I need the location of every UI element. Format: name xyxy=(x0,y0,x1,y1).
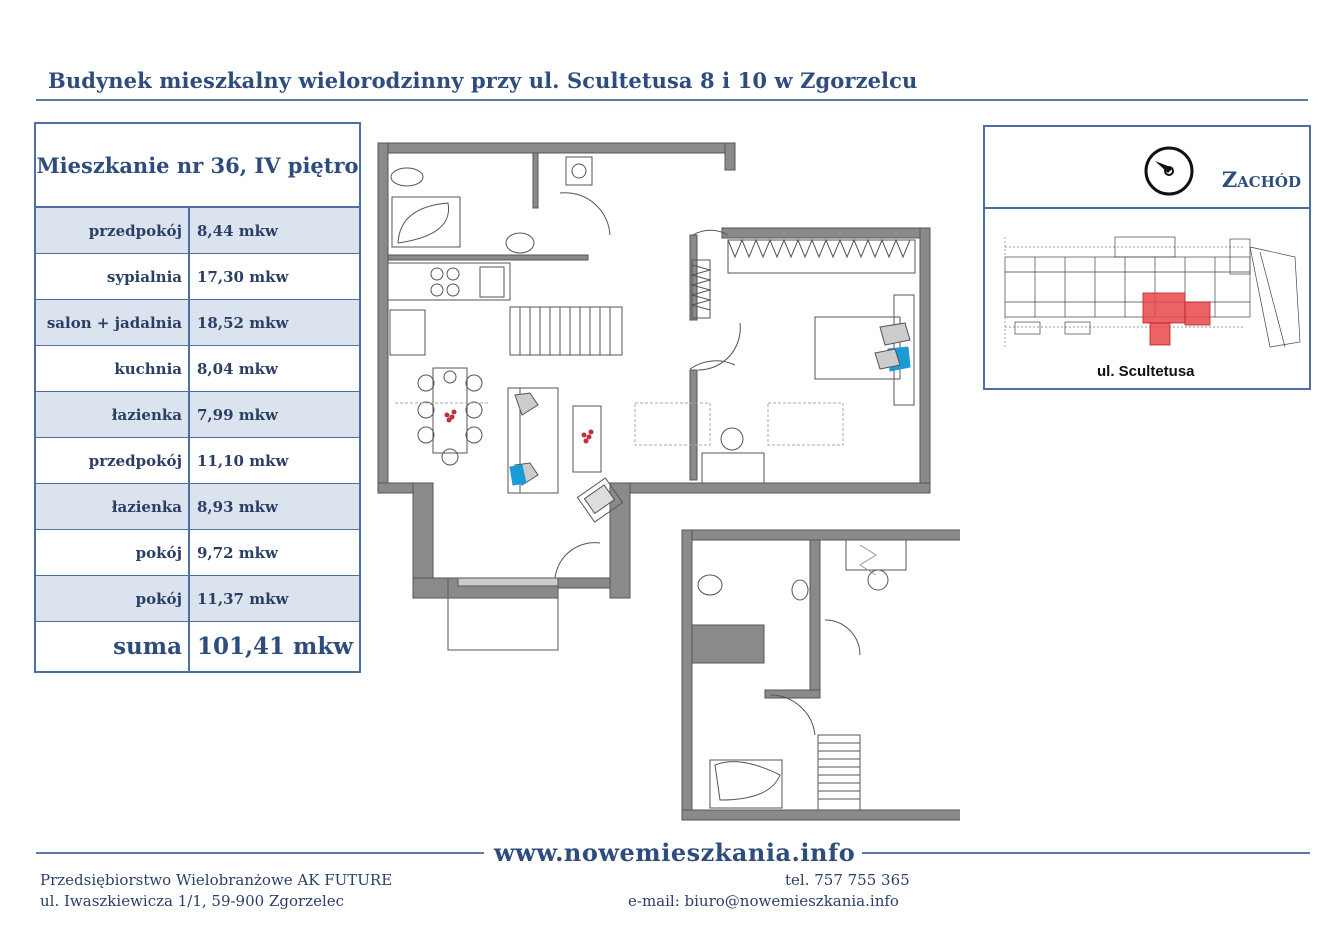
company-address: ul. Iwaszkiewicza 1/1, 59-900 Zgorzelec xyxy=(40,892,345,910)
location-map-box xyxy=(983,125,1311,390)
lower-floor-plan xyxy=(682,530,960,820)
room-name: przedpokój xyxy=(36,438,190,483)
area-row xyxy=(36,576,359,622)
area-row xyxy=(36,346,359,392)
room-name: salon + jadalnia xyxy=(36,300,190,345)
area-row xyxy=(36,300,359,346)
floor-plan xyxy=(370,135,960,825)
area-row xyxy=(36,530,359,576)
area-row xyxy=(36,438,359,484)
room-area: 17,30 mkw xyxy=(197,267,289,286)
area-row xyxy=(36,254,359,300)
area-sum-row xyxy=(36,622,359,671)
apartment-title: Mieszkanie nr 36, IV piętro xyxy=(36,124,359,208)
room-area: 11,37 mkw xyxy=(197,589,289,608)
room-name: pokój xyxy=(36,576,190,621)
company-name: Przedsiębiorstwo Wielobranżowe AK FUTURE xyxy=(40,871,393,889)
compass-icon xyxy=(1141,143,1197,199)
room-name: łazienka xyxy=(36,392,190,437)
phone: tel. 757 755 365 xyxy=(785,871,910,889)
area-table xyxy=(34,122,361,673)
sum-label: suma xyxy=(36,622,190,671)
page-title: Budynek mieszkalny wielorodzinny przy ul. Scultetusa 8 i 10 w Zgorzelcu xyxy=(48,68,918,93)
area-row xyxy=(36,208,359,254)
area-row xyxy=(36,392,359,438)
room-area: 8,04 mkw xyxy=(197,359,278,378)
room-area: 7,99 mkw xyxy=(197,405,278,424)
room-name: kuchnia xyxy=(36,346,190,391)
sum-value: 101,41 mkw xyxy=(197,633,354,660)
footer-divider-left xyxy=(36,852,484,854)
area-row xyxy=(36,484,359,530)
room-name: sypialnia xyxy=(36,254,190,299)
room-name: przedpokój xyxy=(36,208,190,253)
footer-divider-right xyxy=(862,852,1310,854)
site-plan xyxy=(995,227,1305,362)
room-name: łazienka xyxy=(36,484,190,529)
room-area: 11,10 mkw xyxy=(197,451,289,470)
apartment-highlight xyxy=(1143,293,1210,345)
website-link[interactable]: www.nowemieszkania.info xyxy=(494,838,856,867)
room-area: 8,93 mkw xyxy=(197,497,278,516)
room-area: 18,52 mkw xyxy=(197,313,289,332)
upper-floor-plan xyxy=(378,143,930,650)
orientation-label: Zachód xyxy=(1221,167,1301,192)
title-divider xyxy=(36,99,1308,101)
room-area: 8,44 mkw xyxy=(197,221,278,240)
room-area: 9,72 mkw xyxy=(197,543,278,562)
email-link[interactable]: e-mail: biuro@nowemieszkania.info xyxy=(628,892,899,910)
street-label: ul. Scultetusa xyxy=(1097,363,1195,380)
orientation-header xyxy=(985,127,1309,209)
room-name: pokój xyxy=(36,530,190,575)
